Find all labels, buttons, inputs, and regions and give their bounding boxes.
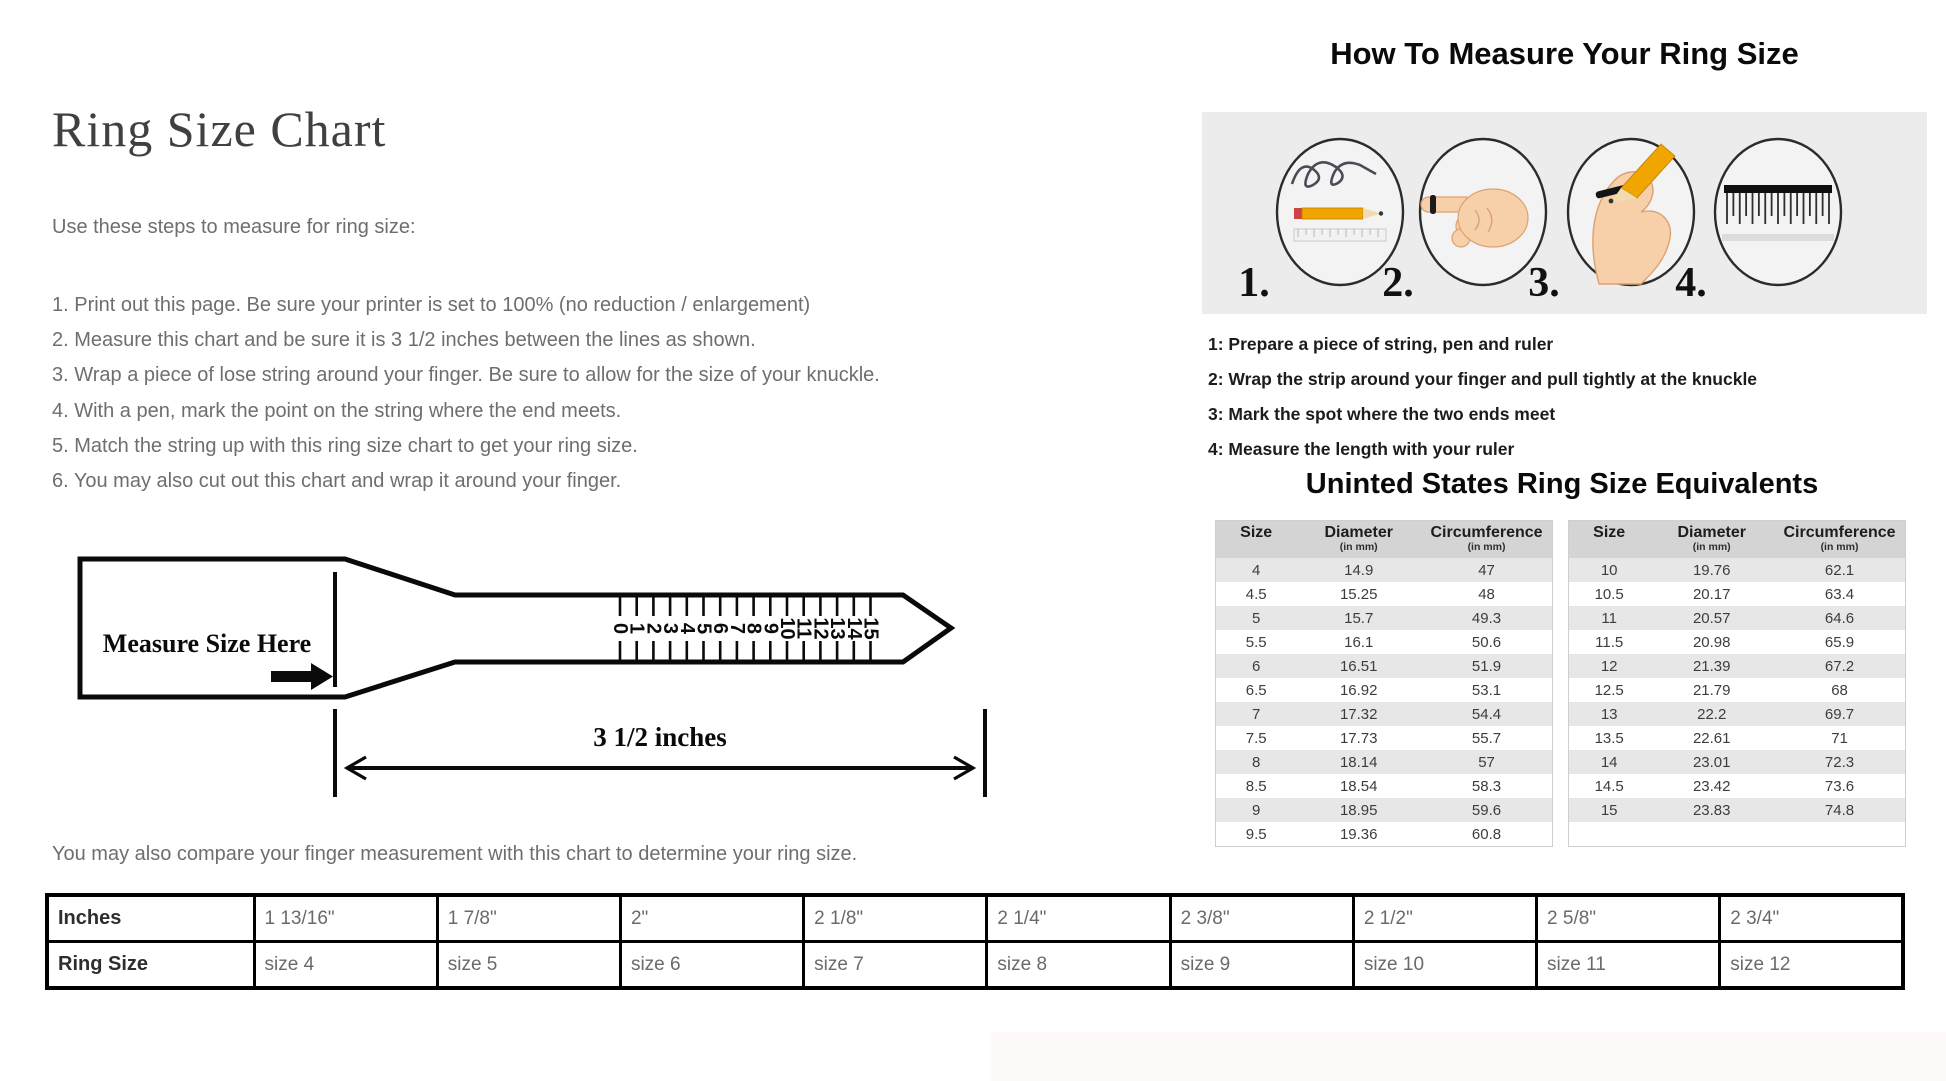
table-row <box>1569 774 1906 798</box>
table-cell: 54.4 <box>1471 705 1502 723</box>
ring-sizer-diagram <box>75 552 995 842</box>
how-to-step-list <box>1208 327 1757 467</box>
instruction-item: 4. With a pen, mark the point on the string where the end meets. <box>52 399 622 422</box>
table-cell: 14 <box>1600 753 1618 771</box>
tick-number: 9 <box>759 622 782 635</box>
table-cell: 68 <box>1831 681 1848 699</box>
table-cell: 14.9 <box>1344 561 1374 579</box>
table-cell: size 4 <box>254 942 437 989</box>
table-row <box>1569 750 1906 774</box>
column-header-circumference: Circumference (in mm) <box>1421 521 1552 559</box>
table-cell <box>1649 822 1774 847</box>
table-row <box>1569 606 1906 630</box>
how-to-step: 4: Measure the length with your ruler <box>1208 439 1515 459</box>
tick-number: 14 <box>842 617 865 640</box>
step-number-1: 1. <box>1238 260 1270 306</box>
equivalents-title: Uninted States Ring Size Equivalents <box>1305 468 1819 500</box>
table-cell: size 10 <box>1353 942 1536 989</box>
how-to-title: How To Measure Your Ring Size <box>1330 36 1799 71</box>
table-row <box>1216 702 1553 726</box>
tick-number: 1 <box>625 622 648 635</box>
table-cell: 20.57 <box>1692 609 1731 627</box>
table-cell: 19.76 <box>1692 561 1731 579</box>
table-cell: 12 <box>1600 657 1618 675</box>
tick-number: 7 <box>725 622 748 635</box>
row-header-inches: Inches <box>47 895 254 942</box>
column-header-size: Size <box>1216 521 1297 559</box>
table-cell: 11 <box>1601 609 1617 627</box>
table-cell: 23.01 <box>1692 753 1731 771</box>
table-cell: 11.5 <box>1595 633 1624 651</box>
step-number-2: 2. <box>1382 260 1414 306</box>
step-number-4: 4. <box>1675 260 1707 306</box>
table-cell: 4 <box>1252 561 1261 579</box>
table-cell: 49.3 <box>1471 609 1502 627</box>
table-cell: 7 <box>1252 705 1261 723</box>
table-cell: size 5 <box>437 942 620 989</box>
table-cell: 51.9 <box>1471 657 1502 675</box>
table-cell: 6.5 <box>1245 681 1267 699</box>
table-cell: 16.92 <box>1339 681 1378 699</box>
table-cell: 20.98 <box>1692 633 1731 651</box>
table-cell: size 6 <box>620 942 803 989</box>
tick-number: 12 <box>809 617 832 640</box>
table-cell: 8.5 <box>1245 777 1267 795</box>
table-cell: 50.6 <box>1471 633 1502 651</box>
table-cell: 15.25 <box>1339 585 1378 603</box>
table-cell: 55.7 <box>1471 729 1502 747</box>
column-header-diameter: Diameter (in mm) <box>1296 521 1421 559</box>
table-row <box>1216 678 1553 702</box>
how-to-illustrations <box>1202 112 1927 314</box>
row-header-ring-size: Ring Size <box>47 942 254 989</box>
instruction-list <box>52 288 1062 499</box>
table-cell: 5.5 <box>1245 633 1267 651</box>
us-ring-size-table-left <box>1215 520 1553 847</box>
instruction-item: 6. You may also cut out this chart and wrap it around your finger. <box>52 470 622 493</box>
table-cell: 22.2 <box>1697 705 1727 723</box>
table-cell: 2 1/2" <box>1353 895 1536 942</box>
table-cell: 53.1 <box>1471 681 1502 699</box>
table-cell: 2 5/8" <box>1537 895 1720 942</box>
table-cell: 17.73 <box>1339 729 1378 747</box>
table-cell: 74.8 <box>1824 801 1855 819</box>
table-cell: 2 1/8" <box>804 895 987 942</box>
table-cell: 63.4 <box>1824 585 1855 603</box>
table-row <box>1569 702 1906 726</box>
table-row <box>1216 822 1553 847</box>
table-cell: 60.8 <box>1471 825 1502 843</box>
table-cell: 73.6 <box>1824 777 1855 795</box>
tick-number: 5 <box>692 622 715 635</box>
instruction-item: 5. Match the string up with this ring size chart to get your ring size. <box>52 434 638 457</box>
table-cell: 57 <box>1478 753 1495 771</box>
table-cell: 8 <box>1252 753 1261 771</box>
table-cell: size 7 <box>804 942 987 989</box>
column-header-size: Size <box>1569 521 1650 559</box>
table-cell: 16.1 <box>1344 633 1374 651</box>
instruction-item: 2. Measure this chart and be sure it is 3 1/2 inches between the lines as shown. <box>52 329 756 352</box>
column-header-diameter: Diameter (in mm) <box>1649 521 1774 559</box>
table-row <box>1569 654 1906 678</box>
table-cell: 6 <box>1252 657 1261 675</box>
table-cell: 15.7 <box>1344 609 1374 627</box>
table-cell: size 12 <box>1720 942 1903 989</box>
tick-number: 6 <box>709 622 732 635</box>
table-cell: 14.5 <box>1594 777 1624 795</box>
table-cell: 10.5 <box>1594 585 1624 603</box>
table-header-row <box>1216 521 1553 559</box>
compare-note: You may also compare your finger measurement with this chart to determine your ring size. <box>52 843 858 865</box>
table-cell: 59.6 <box>1471 801 1502 819</box>
table-cell: 62.1 <box>1824 561 1855 579</box>
table-cell: 48 <box>1478 585 1495 603</box>
table-cell: 18.54 <box>1339 777 1378 795</box>
step-number-3: 3. <box>1528 260 1560 306</box>
tick-number: 13 <box>826 617 849 640</box>
page-title: Ring Size Chart <box>52 101 387 157</box>
measure-size-here-label: Measure Size Here <box>102 629 312 658</box>
table-cell: 15 <box>1600 801 1618 819</box>
intro-text: Use these steps to measure for ring size: <box>52 216 416 238</box>
table-row <box>1216 774 1553 798</box>
table-cell: size 8 <box>987 942 1170 989</box>
table-cell: 19.36 <box>1339 825 1378 843</box>
table-cell: 2" <box>620 895 803 942</box>
table-cell: 72.3 <box>1824 753 1855 771</box>
table-row <box>1216 654 1553 678</box>
table-cell: 2 1/4" <box>987 895 1170 942</box>
table-row <box>1569 726 1906 750</box>
footer-tint <box>990 1032 1946 1081</box>
measurement-label: 3 1/2 inches <box>593 722 727 752</box>
table-row <box>1569 630 1906 654</box>
table-cell: 47 <box>1478 561 1495 579</box>
table-cell <box>1774 822 1905 847</box>
tick-number: 10 <box>776 617 798 640</box>
table-cell: 69.7 <box>1824 705 1855 723</box>
tick-number: 0 <box>609 622 631 635</box>
table-cell: 10 <box>1600 561 1618 579</box>
table-cell: 2 3/8" <box>1170 895 1353 942</box>
table-row-ring-size <box>47 942 1903 989</box>
table-cell: 67.2 <box>1824 657 1855 675</box>
table-cell: 71 <box>1831 729 1848 747</box>
table-row <box>1216 750 1553 774</box>
table-cell: 22.61 <box>1692 729 1731 747</box>
table-cell: 13 <box>1600 705 1618 723</box>
table-cell: 20.17 <box>1692 585 1731 603</box>
table-row <box>1569 558 1906 582</box>
table-cell: 21.79 <box>1692 681 1731 699</box>
us-ring-size-tables <box>1215 520 1907 847</box>
instruction-item: 1. Print out this page. Be sure your printer is set to 100% (no reduction / enlargement) <box>52 294 811 316</box>
table-cell: 64.6 <box>1824 609 1855 627</box>
table-cell: 9.5 <box>1245 825 1267 843</box>
how-to-panel <box>1202 112 1927 314</box>
table-cell: 12.5 <box>1594 681 1624 699</box>
table-cell: 5 <box>1252 609 1261 627</box>
table-cell: 13.5 <box>1594 729 1624 747</box>
tick-number: 4 <box>675 622 698 635</box>
table-row <box>1569 678 1906 702</box>
table-cell: 9 <box>1252 801 1261 819</box>
table-cell: 2 3/4" <box>1720 895 1903 942</box>
tick-number: 11 <box>792 617 815 640</box>
table-cell: 58.3 <box>1471 777 1502 795</box>
column-header-circumference: Circumference (in mm) <box>1774 521 1905 559</box>
table-row <box>1216 726 1553 750</box>
table-cell: 4.5 <box>1245 585 1267 603</box>
how-to-step: 1: Prepare a piece of string, pen and ruler <box>1208 334 1554 354</box>
table-cell: 1 13/16" <box>254 895 437 942</box>
table-row <box>1216 558 1553 582</box>
table-row <box>1569 582 1906 606</box>
table-cell: 17.32 <box>1339 705 1378 723</box>
table-row <box>1569 798 1906 822</box>
table-cell <box>1569 822 1650 847</box>
table-cell: 18.14 <box>1339 753 1378 771</box>
tick-number: 8 <box>742 622 765 635</box>
table-row <box>1569 822 1906 847</box>
table-cell: 18.95 <box>1339 801 1378 819</box>
table-row <box>1216 798 1553 822</box>
table-cell: size 11 <box>1537 942 1720 989</box>
table-cell: 23.83 <box>1692 801 1731 819</box>
table-cell: 7.5 <box>1245 729 1267 747</box>
table-header-row <box>1569 521 1906 559</box>
inches-to-ring-size-table <box>45 893 1905 990</box>
table-cell: 21.39 <box>1692 657 1731 675</box>
tick-number: 15 <box>859 617 882 640</box>
how-to-step: 3: Mark the spot where the two ends meet <box>1208 404 1556 424</box>
us-ring-size-table-right <box>1568 520 1906 847</box>
tick-number: 3 <box>659 622 682 635</box>
table-cell: 16.51 <box>1339 657 1378 675</box>
table-cell: 1 7/8" <box>437 895 620 942</box>
table-row <box>1216 630 1553 654</box>
table-cell: 65.9 <box>1824 633 1855 651</box>
table-cell: size 9 <box>1170 942 1353 989</box>
table-cell: 23.42 <box>1692 777 1731 795</box>
table-row-inches <box>47 895 1903 942</box>
instruction-item: 3. Wrap a piece of lose string around your finger. Be sure to allow for the size of your knuckle. <box>52 364 880 387</box>
table-row <box>1216 582 1553 606</box>
tick-number: 2 <box>642 622 665 635</box>
table-row <box>1216 606 1553 630</box>
how-to-step: 2: Wrap the strip around your finger and pull tightly at the knuckle <box>1208 369 1758 389</box>
